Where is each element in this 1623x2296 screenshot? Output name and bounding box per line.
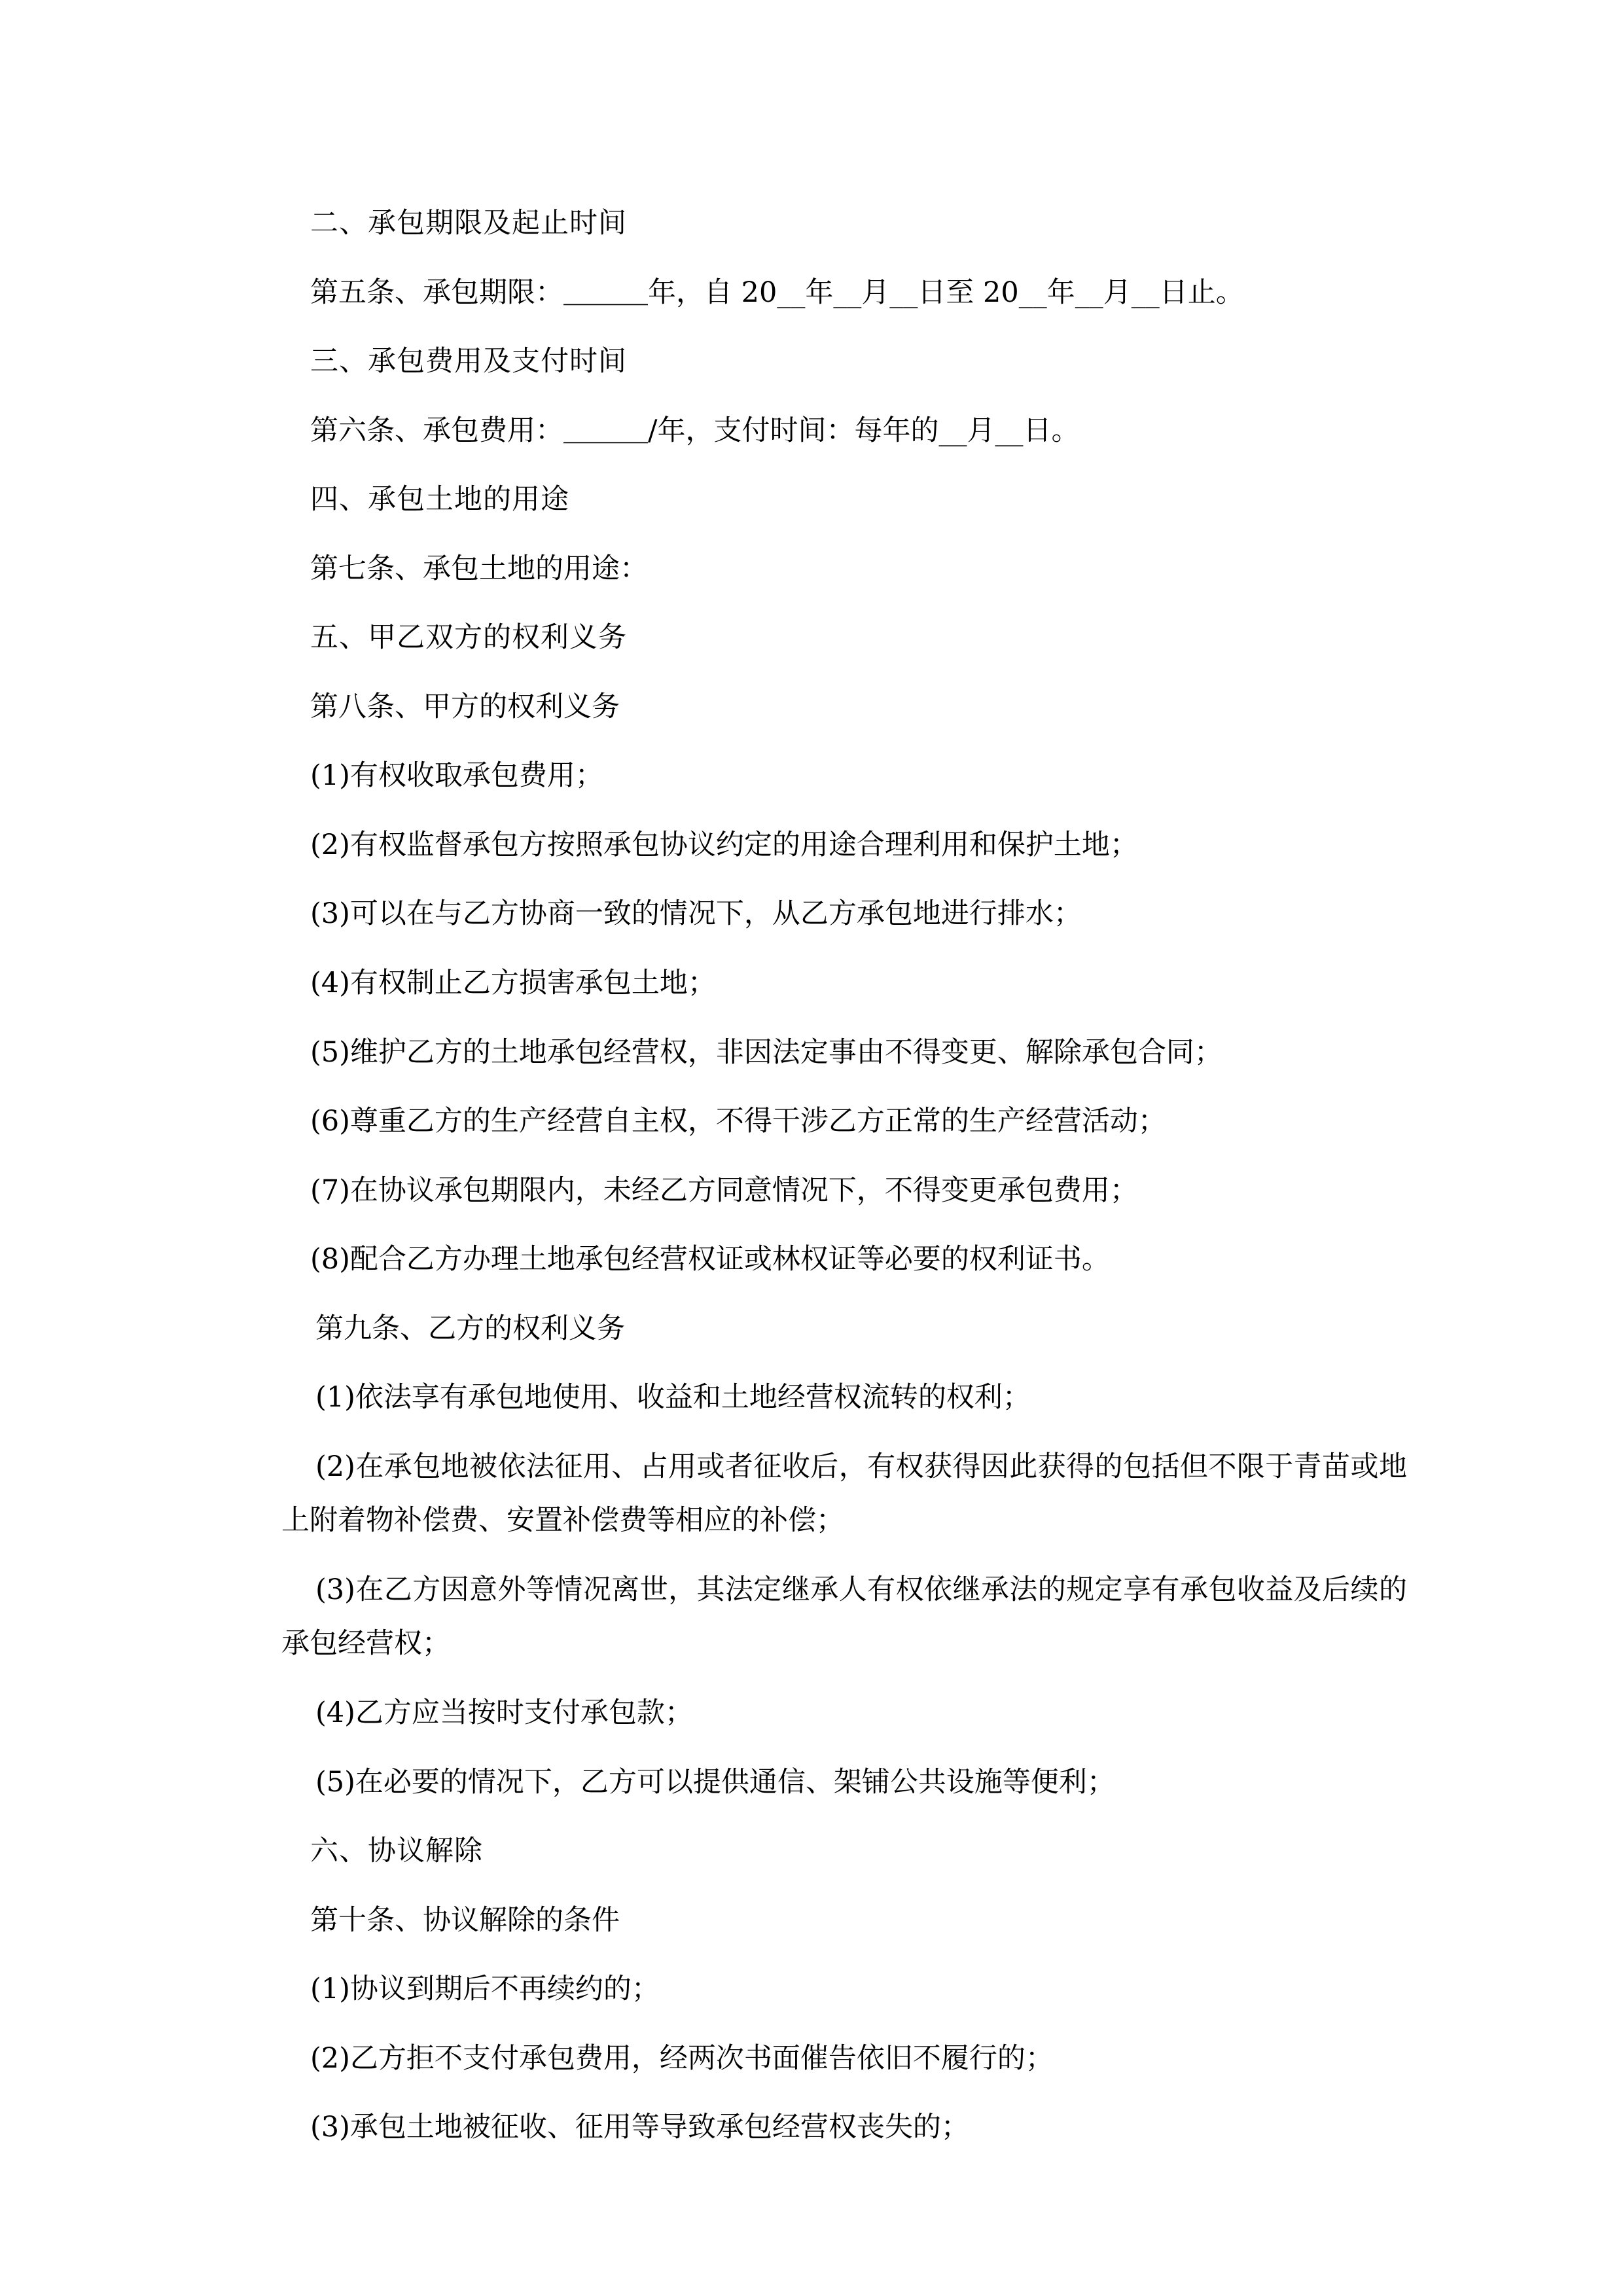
section-heading: 六、协议解除: [310, 1835, 483, 1868]
clause-paragraph: 第七条、承包土地的用途：: [310, 552, 648, 585]
list-item: (4)乙方应当按时支付承包款；: [315, 1696, 693, 1730]
document-body: [281, 196, 1407, 2155]
list-item: (4)有权制止乙方损害承包土地；: [310, 967, 716, 1000]
list-item: (1)协议到期后不再续约的；: [310, 1973, 660, 2006]
section-heading: 二、承包期限及起止时间: [310, 207, 627, 240]
section-heading: 三、承包费用及支付时间: [310, 345, 627, 378]
list-item: (5)维护乙方的土地承包经营权，非因法定事由不得变更、解除承包合同；: [310, 1035, 1222, 1069]
clause-paragraph: 第六条、承包费用：＿＿＿/年，支付时间：每年的__月__日。: [310, 414, 1080, 447]
list-item: (2)在承包地被依法征用、占用或者征收后，有权获得因此获得的包括但不限于青苗或地上附着物补偿费、安置补偿费等相应的补偿；: [281, 1450, 1407, 1537]
clause-paragraph: 第九条、乙方的权利义务: [315, 1312, 625, 1345]
list-item: (8)配合乙方办理土地承包经营权证或林权证等必要的权利证书。: [310, 1243, 1110, 1276]
clause-paragraph: 第八条、甲方的权利义务: [310, 690, 620, 723]
section-heading: 五、甲乙双方的权利义务: [310, 621, 627, 655]
list-item: (3)在乙方因意外等情况离世，其法定继承人有权依继承法的规定享有承包收益及后续的承包经营权；: [281, 1573, 1407, 1660]
list-item: (2)有权监督承包方按照承包协议约定的用途合理利用和保护土地；: [310, 828, 1138, 861]
list-item: (6)尊重乙方的生产经营自主权，不得干涉乙方正常的生产经营活动；: [310, 1105, 1166, 1138]
list-item: (5)在必要的情况下，乙方可以提供通信、架铺公共设施等便利；: [315, 1765, 1115, 1799]
list-item: (2)乙方拒不支付承包费用，经两次书面催告依旧不履行的；: [310, 2041, 1054, 2075]
clause-paragraph: 第五条、承包期限：＿＿＿年，自 20__年__月__日至 20__年__月__日止。: [310, 276, 1244, 309]
clause-paragraph: 第十条、协议解除的条件: [310, 1903, 620, 1937]
list-item: (7)在协议承包期限内，未经乙方同意情况下，不得变更承包费用；: [310, 1174, 1138, 1207]
list-item: (3)承包土地被征收、征用等导致承包经营权丧失的；: [310, 2111, 969, 2144]
list-item: (1)有权收取承包费用；: [310, 759, 603, 793]
list-item: (3)可以在与乙方协商一致的情况下，从乙方承包地进行排水；: [310, 897, 1082, 931]
list-item: (1)依法享有承包地使用、收益和土地经营权流转的权利；: [315, 1381, 1031, 1414]
section-heading: 四、承包土地的用途: [310, 483, 569, 516]
